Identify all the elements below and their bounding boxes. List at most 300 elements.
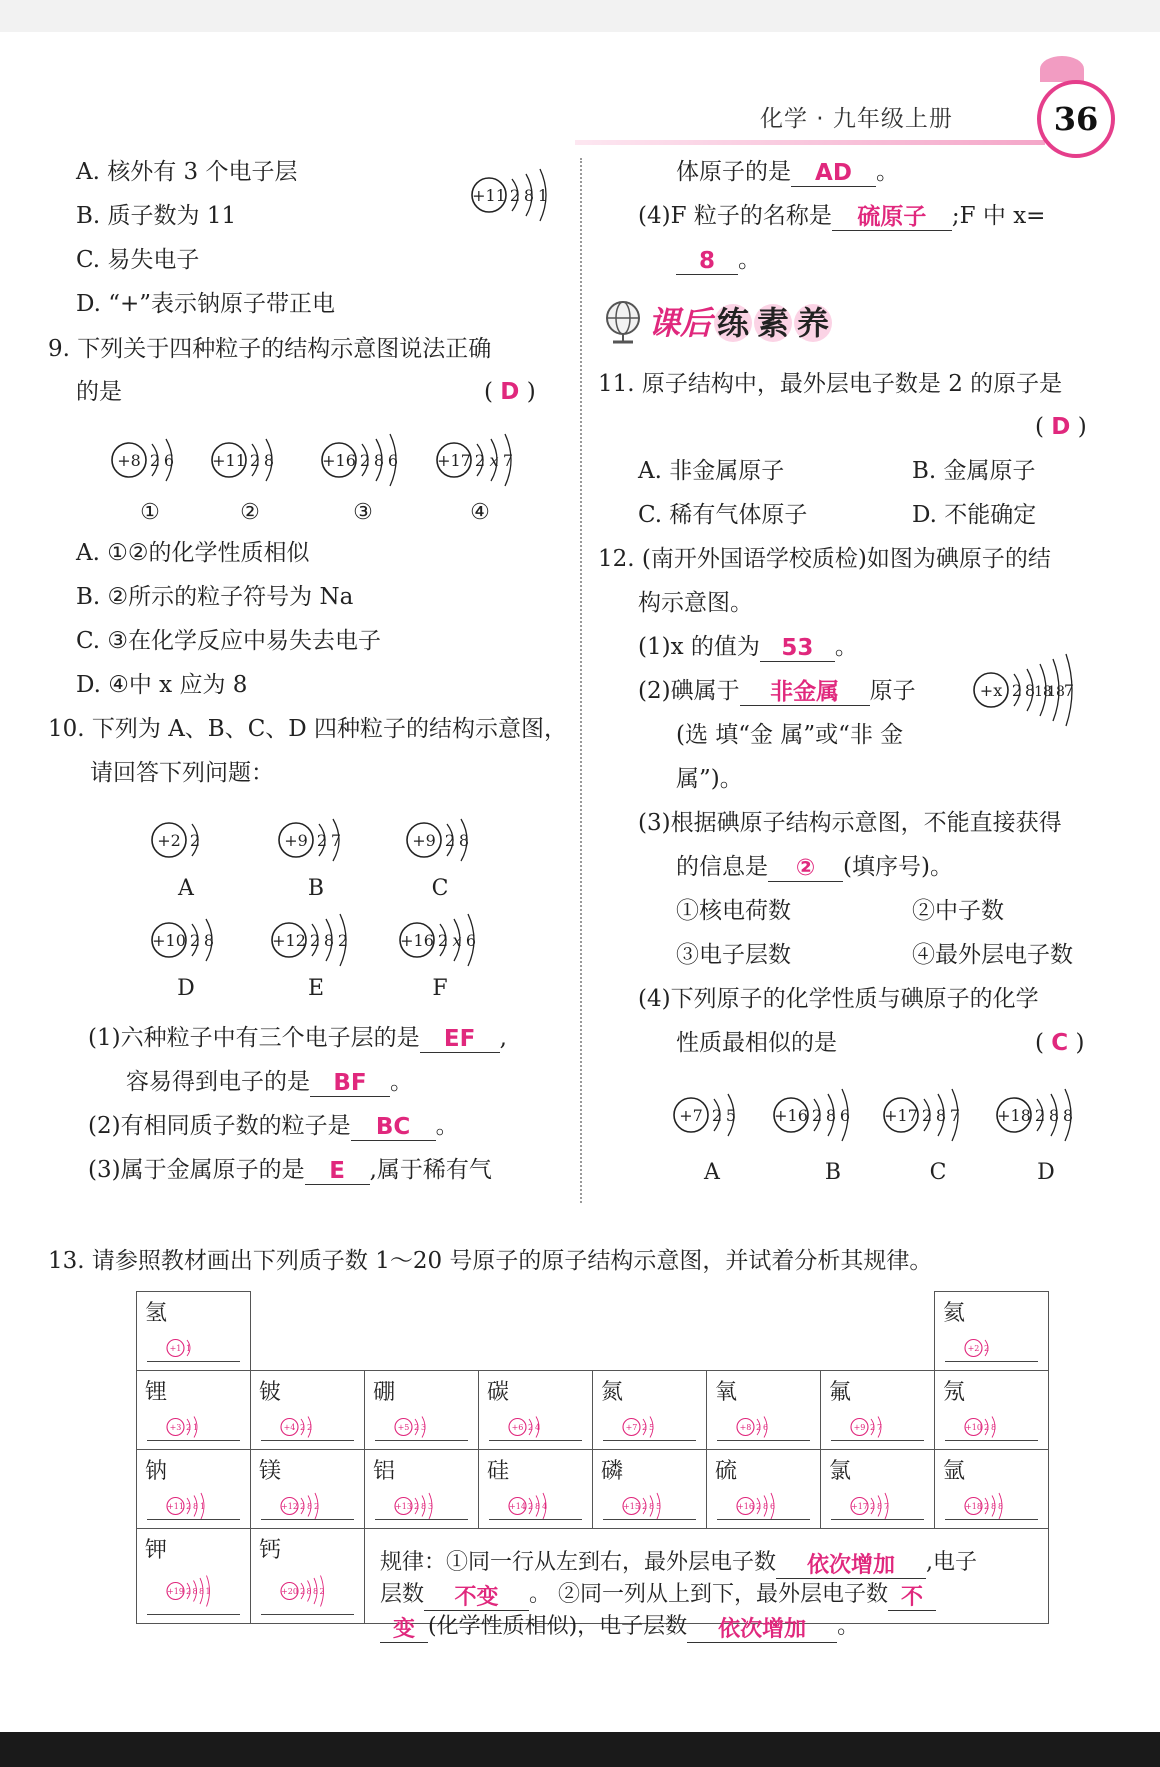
q10-label-e: E: [307, 976, 325, 1001]
nucleus-label: +13: [395, 1502, 412, 1511]
q9-option-b: B. ②所示的粒子符号为 Na: [76, 584, 354, 610]
element-cell: [593, 1450, 707, 1529]
nucleus-label: +7: [679, 1106, 703, 1125]
q12-part4: (4)下列原子的化学性质与碘原子的化学: [638, 986, 1039, 1012]
electron-count: 5: [648, 1423, 655, 1432]
q10-label-c: C: [431, 876, 449, 901]
electron-count: 2: [527, 1423, 534, 1432]
element-name: 氯: [829, 1459, 852, 1484]
element-atom-diagram: [849, 1486, 929, 1526]
electron-count: 2: [313, 1502, 320, 1511]
electron-count: 2: [309, 931, 321, 950]
answer-line: [147, 1519, 240, 1520]
q10-atom-a: [150, 805, 230, 875]
q10-p2-text: (2)有相同质子数的粒子是: [88, 1113, 351, 1139]
q8-atom-diagram: [470, 155, 570, 235]
q10-label-d: D: [177, 976, 195, 1001]
electron-count: 8: [1048, 1106, 1060, 1125]
electron-count: 2: [641, 1423, 648, 1432]
electron-count: x: [489, 451, 499, 470]
q9-option-c: C. ③在化学反应中易失去电子: [76, 628, 382, 654]
q12-part3b: [676, 852, 953, 882]
element-name: 锂: [145, 1380, 168, 1405]
electron-count: 8: [458, 831, 470, 850]
q12-label-c: C: [929, 1160, 947, 1185]
electron-count: 8: [192, 1587, 198, 1596]
element-atom-diagram: [279, 1569, 359, 1613]
q10-atom-d: [150, 905, 240, 975]
rule-answer-3a: 不: [888, 1582, 936, 1611]
electron-count: 8: [990, 1502, 997, 1511]
section-title-char-3: 养: [794, 304, 832, 342]
element-name: 氟: [829, 1380, 852, 1405]
nucleus-label: +10: [152, 931, 186, 950]
nucleus-label: +18: [965, 1502, 982, 1511]
nucleus-label: +20: [281, 1587, 298, 1596]
electron-count: 8: [192, 1502, 199, 1511]
electron-count: 2: [474, 451, 486, 470]
element-cell: [251, 1529, 365, 1624]
electron-count: 7: [330, 831, 342, 850]
q9-label-1: ①: [140, 500, 160, 525]
q12-part2: [638, 676, 916, 706]
nucleus-label: +17: [851, 1502, 868, 1511]
q11-stem: 11. 原子结构中，最外层电子数是 2 的原子是: [598, 371, 1063, 397]
electron-count: 8: [373, 451, 385, 470]
nucleus-label: +16: [737, 1502, 754, 1511]
element-atom-diagram: [507, 1486, 587, 1526]
q12-answer-2: 非金属: [740, 677, 870, 706]
electron-count: 2: [149, 451, 161, 470]
electron-count: 5: [725, 1106, 737, 1125]
q10-atom-f: [398, 905, 498, 975]
electron-count: 8: [762, 1502, 769, 1511]
element-atom-diagram: [165, 1486, 245, 1526]
q10-p3-text: (3)属于金属原子的是: [88, 1157, 305, 1183]
q11-answer-paren: ( D ): [1035, 414, 1087, 440]
nucleus-label: +11: [212, 451, 246, 470]
q10-answer-1b: BF: [310, 1068, 390, 1097]
electron-count: 18: [1047, 684, 1065, 700]
q9-answer: D: [500, 379, 520, 405]
element-cell: [935, 1371, 1049, 1450]
q10-part4b: 8 。: [676, 245, 761, 275]
element-atom-diagram: [165, 1328, 245, 1368]
element-atom-diagram: [393, 1486, 473, 1526]
electron-count: 8: [990, 1423, 997, 1432]
electron-count: 2: [316, 831, 328, 850]
nucleus-label: +x: [979, 681, 1003, 700]
q10-answer-3a: E: [305, 1156, 370, 1185]
answer-line: [603, 1440, 696, 1441]
q12-iodine-atom: [972, 635, 1122, 745]
q12-stem: 12. (南开外国语学校质检)如图为碘原子的结: [598, 546, 1051, 572]
element-cell: [137, 1529, 251, 1624]
nucleus-label: +12: [281, 1502, 298, 1511]
q9-atom-4: [435, 420, 535, 500]
q10-answer-4b: 8: [676, 246, 738, 275]
nucleus-label: +10: [965, 1423, 982, 1432]
electron-count: 2: [755, 1502, 762, 1511]
q13-rule: [380, 1547, 1060, 1643]
electron-count: 2: [185, 1502, 192, 1511]
electron-count: 8: [935, 1106, 947, 1125]
electron-count: 1: [185, 1344, 192, 1353]
rule-text-1: 规律：①同一行从左到右，最外层电子数: [380, 1550, 777, 1575]
element-cell: [707, 1450, 821, 1529]
q12-label-b: B: [824, 1160, 842, 1185]
q12-choice-1: ①核电荷数: [676, 898, 791, 924]
electron-count: 8: [323, 931, 335, 950]
q10-label-f: F: [432, 976, 448, 1001]
element-name: 氩: [943, 1459, 966, 1484]
answer-line: [375, 1440, 468, 1441]
element-cell: [935, 1292, 1049, 1371]
page-number: 36: [1037, 80, 1115, 158]
electron-count: 8: [534, 1502, 541, 1511]
nucleus-label: +16: [322, 451, 356, 470]
q10-stem: 10. 下列为 A、B、C、D 四种粒子的结构示意图，: [48, 716, 568, 742]
electron-count: 6: [387, 451, 399, 470]
electron-count: 2: [337, 931, 349, 950]
electron-count: 2: [185, 1587, 192, 1596]
electron-count: 2: [1034, 1106, 1046, 1125]
electron-count: 2: [444, 831, 456, 850]
q10-atom-b: [277, 805, 367, 875]
electron-count: 8: [263, 451, 275, 470]
answer-line: [261, 1440, 354, 1441]
element-atom-diagram: [507, 1407, 587, 1447]
rule-answer-3b: 变: [380, 1614, 428, 1643]
nucleus-label: +14: [509, 1502, 526, 1511]
electron-count: 8: [306, 1587, 312, 1596]
q12-atom-a: [672, 1075, 772, 1155]
nucleus-label: +6: [511, 1423, 524, 1432]
nucleus-label: +16: [400, 931, 434, 950]
q12-choice-2: ②中子数: [912, 898, 1004, 924]
q9-stem: 9. 下列关于四种粒子的结构示意图说法正确: [48, 336, 492, 362]
nucleus-label: +8: [117, 451, 141, 470]
electron-count: 2: [1011, 681, 1023, 700]
answer-line: [489, 1440, 582, 1441]
rule-text-4: 。 ②同一列从上到下，最外层电子数: [529, 1582, 889, 1607]
empty-cell: [707, 1292, 821, 1371]
q9-label-3: ③: [353, 500, 373, 525]
bottom-margin: [0, 1732, 1160, 1767]
q9-label-2: ②: [240, 500, 260, 525]
answer-line: [489, 1519, 582, 1520]
element-atom-diagram: [279, 1486, 359, 1526]
q12-part3: (3)根据碘原子结构示意图，不能直接获得: [638, 810, 1062, 836]
q10-answer-1a: EF: [420, 1024, 500, 1053]
electron-count: 5: [655, 1502, 662, 1511]
electron-count: 4: [541, 1502, 548, 1511]
q10-p4-text: (4)F 粒子的名称是: [638, 203, 832, 229]
q12-part2d: 属”)。: [676, 766, 743, 792]
element-cell: [365, 1371, 479, 1450]
q11-option-c: C. 稀有气体原子: [638, 502, 808, 528]
electron-count: 3: [427, 1502, 434, 1511]
q12-p2-text: (2)碘属于: [638, 678, 740, 704]
q9-atom-2: [210, 420, 300, 500]
electron-count: 7: [876, 1423, 883, 1432]
electron-count: 8: [306, 1502, 313, 1511]
nucleus-label: +1: [169, 1344, 182, 1353]
electron-count: 2: [437, 931, 449, 950]
page-number-tab: [1040, 56, 1084, 82]
nucleus-label: +12: [272, 931, 306, 950]
nucleus-label: +17: [884, 1106, 918, 1125]
q11-option-d: D. 不能确定: [912, 502, 1037, 528]
element-name: 氖: [943, 1380, 966, 1405]
answer-line: [261, 1614, 354, 1615]
q12-atom-c: [882, 1075, 992, 1155]
electron-count: 2: [413, 1423, 420, 1432]
nucleus-label: +7: [625, 1423, 638, 1432]
element-name: 硫: [715, 1459, 738, 1484]
empty-cell: [821, 1292, 935, 1371]
electron-count: 1: [537, 186, 549, 205]
electron-count: 8: [420, 1502, 427, 1511]
element-cell: [935, 1450, 1049, 1529]
q11-option-a: A. 非金属原子: [638, 458, 785, 484]
element-name: 钠: [145, 1459, 168, 1484]
electron-count: 8: [523, 186, 535, 205]
electron-count: 2: [249, 451, 261, 470]
nucleus-label: +15: [623, 1502, 640, 1511]
element-cell: [251, 1450, 365, 1529]
element-cell: [479, 1450, 593, 1529]
q12-p1-text: (1)x 的值为: [638, 634, 760, 660]
q10-p1-text: (1)六种粒子中有三个电子层的是: [88, 1025, 420, 1051]
nucleus-label: +8: [739, 1423, 752, 1432]
q10-atom-c: [405, 805, 495, 875]
q12-label-d: D: [1037, 1160, 1055, 1185]
q8-option-d: D. “+”表示钠原子带正电: [76, 291, 336, 317]
nucleus-label: +5: [397, 1423, 410, 1432]
q11-option-b: B. 金属原子: [912, 458, 1036, 484]
element-cell: [821, 1450, 935, 1529]
q9-atom-3: [320, 420, 420, 500]
section-title-char-1: 练: [714, 304, 752, 342]
electron-count: 18: [1034, 684, 1052, 700]
empty-cell: [251, 1292, 365, 1371]
electron-count: 2: [319, 1587, 325, 1596]
electron-count: 7: [883, 1502, 890, 1511]
q8-option-b: B. 质子数为 11: [76, 203, 237, 229]
electron-count: 2: [983, 1502, 990, 1511]
q10-p1b-text: 容易得到电子的是: [126, 1069, 310, 1095]
answer-line: [375, 1519, 468, 1520]
element-atom-diagram: [165, 1407, 245, 1447]
electron-count: 2: [811, 1106, 823, 1125]
empty-cell: [479, 1292, 593, 1371]
nucleus-label: +9: [412, 831, 436, 850]
q10-answer-4a: 硫原子: [832, 202, 952, 231]
q8-option-a: A. 核外有 3 个电子层: [76, 159, 298, 185]
element-name: 钙: [259, 1538, 282, 1563]
q11-answer: D: [1051, 414, 1071, 440]
q10-label-a: A: [178, 876, 194, 901]
electron-count: 6: [839, 1106, 851, 1125]
element-cell: [137, 1450, 251, 1529]
electron-count: 2: [299, 1587, 306, 1596]
answer-line: [831, 1440, 924, 1441]
element-cell: [821, 1371, 935, 1450]
rule-answer-1: 依次增加: [776, 1550, 926, 1579]
electron-count: 2: [711, 1106, 723, 1125]
header-rule: [575, 140, 1045, 145]
q9-stem-2: 的是: [76, 379, 122, 405]
element-name: 镁: [259, 1459, 282, 1484]
element-name: 碳: [487, 1380, 510, 1405]
element-cell: [365, 1450, 479, 1529]
q10-answer-3b: AD: [791, 158, 876, 187]
rule-text-5: (化学性质相似)，电子层数: [428, 1614, 688, 1639]
electron-count: 2: [983, 1344, 990, 1353]
electron-count: 2: [983, 1423, 990, 1432]
element-atom-diagram: [165, 1569, 245, 1613]
answer-line: [147, 1440, 240, 1441]
electron-count: 1: [192, 1423, 199, 1432]
element-name: 氮: [601, 1380, 624, 1405]
element-atom-diagram: [279, 1407, 359, 1447]
q12-answer-4-paren: ( C ): [1035, 1030, 1085, 1056]
nucleus-label: +16: [774, 1106, 808, 1125]
q13-stem: 13. 请参照教材画出下列质子数 1～20 号原子的原子结构示意图，并试着分析其规律。: [48, 1248, 933, 1274]
header-subject: 化学 · 九年级上册: [760, 106, 953, 132]
element-name: 铝: [373, 1459, 396, 1484]
q12-part4b: 性质最相似的是: [676, 1030, 837, 1056]
electron-count: 3: [420, 1423, 427, 1432]
electron-count: 2: [641, 1502, 648, 1511]
q12-part2c: (选 填“金 属”或“非 金: [676, 722, 904, 748]
electron-count: 1: [205, 1587, 211, 1596]
electron-count: 2: [299, 1502, 306, 1511]
electron-count: 7: [502, 451, 514, 470]
q10-p3b-text: ,属于稀有气: [369, 1157, 492, 1183]
electron-count: 2: [189, 931, 201, 950]
electron-count: 8: [1062, 1106, 1074, 1125]
q12-p2b-text: 原子: [869, 678, 916, 704]
nucleus-label: +18: [997, 1106, 1031, 1125]
q9-option-d: D. ④中 x 应为 8: [76, 672, 248, 698]
answer-line: [147, 1614, 240, 1615]
section-title-char-2: 素: [754, 304, 792, 342]
nucleus-label: +19: [167, 1587, 184, 1596]
nucleus-label: +2: [967, 1344, 980, 1353]
q10-answer-2: BC: [351, 1112, 436, 1141]
q10-p3c-text: 体原子的是: [676, 159, 791, 185]
nucleus-label: +11: [472, 186, 506, 205]
element-atom-diagram: [621, 1486, 701, 1526]
rule-answer-2: 不变: [424, 1582, 529, 1611]
element-atom-diagram: [735, 1486, 815, 1526]
nucleus-label: +11: [167, 1502, 184, 1511]
q12-p3c-text: (填序号)。: [843, 854, 953, 880]
electron-count: 8: [825, 1106, 837, 1125]
element-cell: [137, 1371, 251, 1450]
q10-atom-e: [270, 905, 370, 975]
electron-count: 2: [306, 1423, 313, 1432]
electron-count: 8: [648, 1502, 655, 1511]
electron-count: 2: [359, 451, 371, 470]
electron-count: 2: [299, 1423, 306, 1432]
element-cell: [593, 1371, 707, 1450]
electron-count: 2: [869, 1423, 876, 1432]
q10-part3: [88, 1155, 492, 1185]
q12-choice-4: ④最外层电子数: [912, 942, 1073, 968]
q9-label-4: ④: [470, 500, 490, 525]
electron-count: 2: [527, 1502, 534, 1511]
section-header: [598, 292, 832, 350]
element-cell: [707, 1371, 821, 1450]
rule-answer-4: 依次增加: [687, 1614, 837, 1643]
q12-stem-2: 构示意图。: [638, 590, 753, 616]
nucleus-label: +3: [169, 1423, 182, 1432]
electron-count: 8: [312, 1587, 319, 1596]
rule-text-3: 层数: [380, 1582, 425, 1607]
electron-count: 4: [534, 1423, 541, 1432]
electron-count: 2: [185, 1423, 192, 1432]
empty-cell: [365, 1292, 479, 1371]
nucleus-label: +2: [157, 831, 181, 850]
electron-count: 2: [755, 1423, 762, 1432]
rule-text-6: 。: [837, 1614, 860, 1639]
q12-answer-3: ②: [768, 853, 843, 882]
q12-answer-4: C: [1051, 1030, 1069, 1056]
element-atom-diagram: [621, 1407, 701, 1447]
element-cell: [479, 1371, 593, 1450]
electron-count: 2: [413, 1502, 420, 1511]
element-atom-diagram: [963, 1486, 1043, 1526]
answer-line: [945, 1361, 1038, 1362]
q9-answer-paren: ( D ): [484, 379, 536, 405]
q8-option-c: C. 易失电子: [76, 247, 200, 273]
element-name: 钾: [145, 1538, 168, 1563]
electron-count: 2: [509, 186, 521, 205]
electron-count: 8: [198, 1587, 205, 1596]
q10-part3c: 体原子的是 AD 。: [676, 159, 899, 186]
nucleus-label: +9: [853, 1423, 866, 1432]
element-name: 磷: [601, 1459, 624, 1484]
empty-cell: [593, 1292, 707, 1371]
nucleus-label: +4: [283, 1423, 296, 1432]
q12-label-a: A: [704, 1160, 720, 1185]
element-name: 硅: [487, 1459, 510, 1484]
answer-line: [603, 1519, 696, 1520]
section-title: [648, 298, 832, 344]
answer-line: [261, 1519, 354, 1520]
nucleus-label: +17: [437, 451, 471, 470]
electron-count: 1: [199, 1502, 206, 1511]
electron-count: 2: [869, 1502, 876, 1511]
element-name: 氢: [145, 1301, 168, 1326]
electron-count: 8: [997, 1502, 1004, 1511]
q10-label-b: B: [307, 876, 325, 901]
answer-line: [945, 1519, 1038, 1520]
q12-atom-b: [772, 1075, 882, 1155]
q12-part1: (1)x 的值为 53 。: [638, 634, 858, 661]
element-name: 铍: [259, 1380, 282, 1405]
answer-line: [945, 1440, 1038, 1441]
element-atom-diagram: [849, 1407, 929, 1447]
electron-count: 6: [163, 451, 175, 470]
electron-count: 6: [465, 931, 477, 950]
q12-choice-3: ③电子层数: [676, 942, 791, 968]
top-margin: [0, 0, 1160, 32]
answer-line: [147, 1361, 240, 1362]
